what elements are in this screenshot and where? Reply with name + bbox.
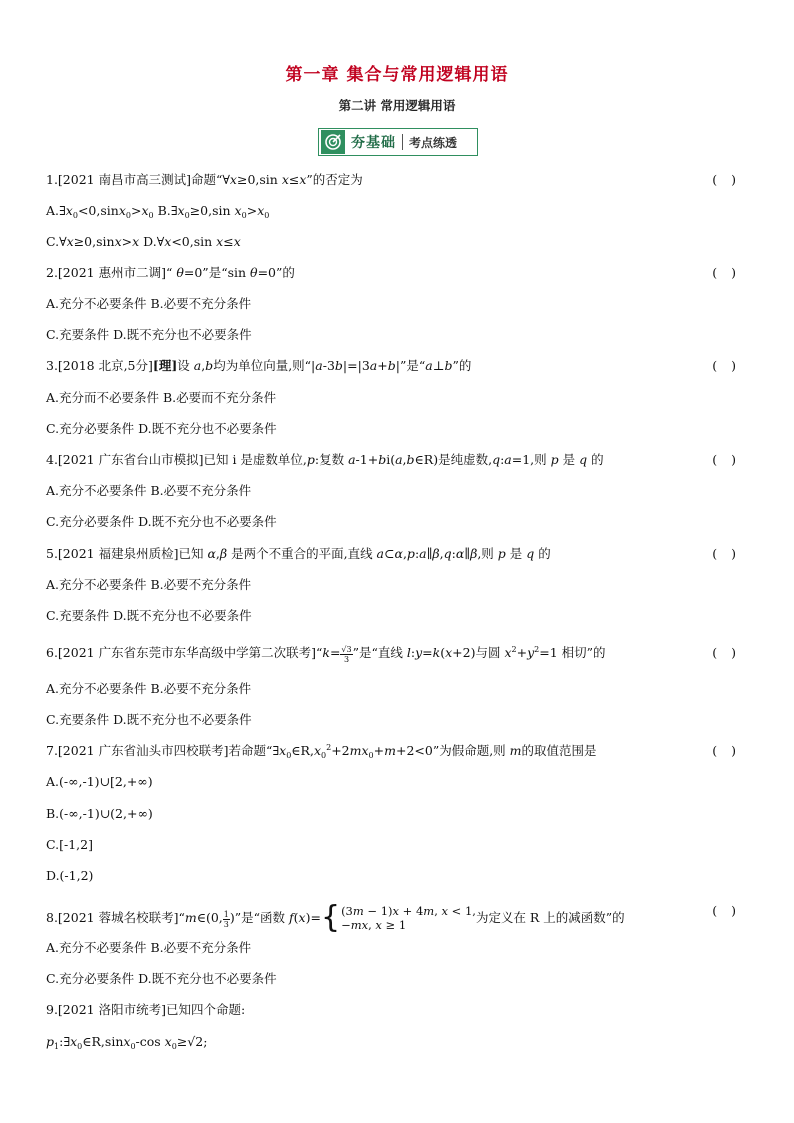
question-stem-text: 3.[2018 北京,5分][理]设 a,b均为单位向量,则“|a-3b|=|3a+b|”是“a⊥b”的 [46,358,472,373]
question-7-option-line: C.[-1,2] [46,837,93,852]
answer-parentheses: () [712,743,750,758]
question-6-option-line: C.充要条件 D.既不充分也不必要条件 [46,712,252,727]
question-4-stem [46,452,750,468]
answer-parentheses: () [712,452,750,467]
target-icon [321,130,345,154]
question-3-option-line: C.充分必要条件 D.既不充分也不必要条件 [46,421,277,436]
question-8-option-line: C.充分必要条件 D.既不充分也不必要条件 [46,971,277,986]
question-1-stem [46,172,750,188]
question-9-option-line: $p_1:\exists x_0\in R,\sin x_0-\cos$ $x_0\ge√2$; [46,1034,208,1051]
question-7-option-line: D.(-1,2) [46,868,94,883]
question-9-stem [46,1002,750,1018]
question-8-stem [46,900,750,935]
question-8-option-line: A.充分不必要条件 B.必要不充分条件 [46,940,252,955]
question-5-stem [46,546,750,562]
question-5-option-line: C.充要条件 D.既不充分也不必要条件 [46,608,252,623]
question-stem-text: 6.[2021 广东省东莞市东华高级中学第二次联考]“k= $\frac{√3}{3}$ ”是“直线 l:y=k(x+2)与圆 $x^2+y^2=1$ 相切”的 [46,645,606,664]
question-7-option-line: A.(-∞,-1)∪[2,+∞) [46,774,153,789]
question-1-option-line: C.∀x≥0,sinx>x D.∀x<0,sin x≤x [46,234,241,249]
lecture-title: 第二讲 常用逻辑用语 [338,98,456,113]
question-4-option-line: C.充分必要条件 D.既不充分也不必要条件 [46,514,277,529]
badge-main-label: 夯基础 [351,135,396,151]
badge-divider [402,134,403,150]
question-stem-text: 5.[2021 福建泉州质检]已知 α,β 是两个不重合的平面,直线 a⊂α,p:a∥β,q:α∥β,则 p 是 q 的 [46,546,551,561]
question-6-option-line: A.充分不必要条件 B.必要不充分条件 [46,681,252,696]
answer-parentheses: () [712,645,750,660]
question-stem-text: 2.[2021 惠州市二调]“ θ=0”是“sin θ=0”的 [46,265,295,280]
question-6-stem [46,645,750,664]
answer-parentheses: () [712,903,750,918]
answer-parentheses: () [712,358,750,373]
question-stem-text: 1.[2021 南昌市高三测试]命题“∀x≥0,sin x≤x”的否定为 [46,172,363,187]
answer-parentheses: () [712,265,750,280]
answer-parentheses: () [712,172,750,187]
answer-parentheses: () [712,546,750,561]
badge-sub-label: 考点练透 [409,135,458,150]
question-5-option-line: A.充分不必要条件 B.必要不充分条件 [46,577,252,592]
question-stem-text: 4.[2021 广东省台山市模拟]已知 i 是虚数单位,p:复数 a-1+bi(a,b∈R)是纯虚数,q:a=1,则 p 是 q 的 [46,452,604,467]
question-stem-text: 8.[2021 蓉城名校联考]“m∈(0, $\frac{1}{3}$ )”是“函数 f(x)= { (3m − 1)x + 4m, x < 1, −mx, x ≥ 1 为定义在 R 上的减函数”的 [46,900,625,935]
question-2-option-line: A.充分不必要条件 B.必要不充分条件 [46,296,252,311]
section-badge [318,128,478,156]
question-stem-text: 7.[2021 广东省汕头市四校联考]若命题“$\exists x_0\in R,x_0^2+2mx_0+m+2<0$”为假命题,则 m的取值范围是 [46,743,597,760]
question-stem-text: 9.[2021 洛阳市统考]已知四个命题: [46,1002,246,1017]
chapter-title: 第一章 集合与常用逻辑用语 [285,65,509,85]
question-4-option-line: A.充分不必要条件 B.必要不充分条件 [46,483,252,498]
question-3-stem [46,358,750,374]
question-3-option-line: A.充分而不必要条件 B.必要而不充分条件 [46,390,277,405]
question-7-option-line: B.(-∞,-1)∪(2,+∞) [46,806,153,821]
question-1-option-line: $A.\exists x_0<0,\sin x_0>x_0$ $B.\exists x_0\ge 0,\sin$ $x_0>x_0$ [46,203,270,220]
question-7-stem [46,743,750,759]
question-2-stem [46,265,750,281]
question-2-option-line: C.充要条件 D.既不充分也不必要条件 [46,327,252,342]
